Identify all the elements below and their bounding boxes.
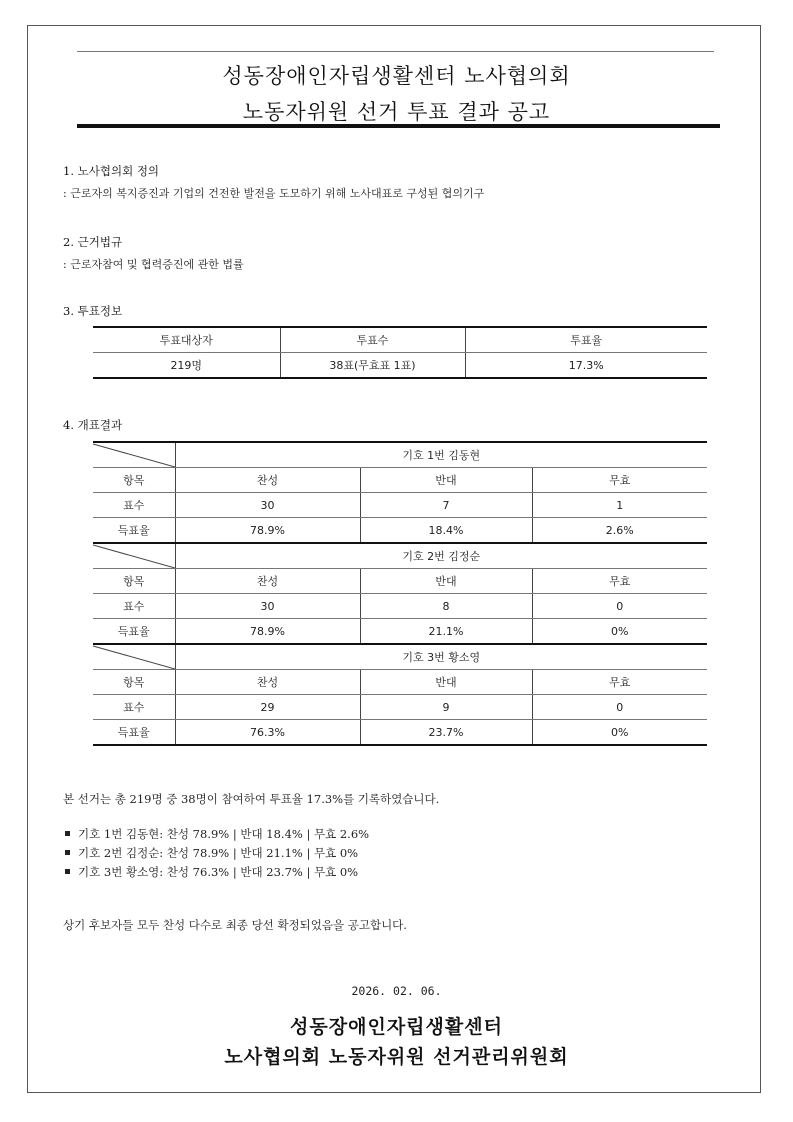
row-label: 득표율 — [93, 720, 175, 746]
section-4-heading: 4. 개표결과 — [63, 418, 123, 432]
column-header: 찬성 — [175, 670, 360, 695]
table-row — [93, 569, 707, 594]
vote-rate: 76.3% — [175, 720, 360, 746]
table-row — [93, 594, 707, 619]
summary-bullet-list — [63, 824, 369, 881]
table-row — [93, 518, 707, 544]
row-label: 표수 — [93, 493, 175, 518]
vote-info-value-row — [93, 353, 707, 379]
table-row — [93, 695, 707, 720]
vote-rate: 18.4% — [360, 518, 532, 544]
list-item — [63, 843, 369, 862]
bullet-text: 기호 2번 김정순: 찬성 78.9% | 반대 21.1% | 무효 0% — [78, 845, 359, 860]
candidate-3-title-row — [93, 644, 707, 670]
column-header: 찬성 — [175, 569, 360, 594]
title-line-1: 성동장애인자립생활센터 노사협의회 — [222, 64, 571, 88]
vote-count: 9 — [360, 695, 532, 720]
vote-count: 30 — [175, 493, 360, 518]
header-cell: 투표수 — [280, 327, 465, 353]
summary-conclusion: 상기 후보자들 모두 찬성 다수로 최종 당선 확정되었음을 공고합니다. — [63, 918, 407, 932]
vote-info-table — [93, 326, 707, 379]
diagonal-line-icon — [93, 443, 175, 468]
section-3-heading: 3. 투표정보 — [63, 304, 123, 318]
square-bullet-icon — [65, 850, 70, 855]
bullet-text: 기호 1번 김동현: 찬성 78.9% | 반대 18.4% | 무효 2.6% — [78, 826, 370, 841]
section-1-text: : 근로자의 복지증진과 기업의 건전한 발전을 도모하기 위해 노사대표로 구성된 협의기구 — [63, 187, 485, 200]
candidate-title: 기호 3번 황소영 — [175, 644, 707, 670]
vote-rate: 21.1% — [360, 619, 532, 645]
vote-rate: 2.6% — [532, 518, 707, 544]
row-label: 항목 — [93, 569, 175, 594]
section-2-heading: 2. 근거법규 — [63, 235, 123, 249]
vote-rate: 23.7% — [360, 720, 532, 746]
vote-rate: 0% — [532, 619, 707, 645]
results-table — [93, 441, 707, 746]
issuer-org-line-1: 성동장애인자립생활센터 — [290, 1016, 503, 1038]
vote-count: 1 — [532, 493, 707, 518]
diagonal-line-icon — [93, 544, 175, 569]
section-2-text: : 근로자참여 및 협력증진에 관한 법률 — [63, 258, 244, 271]
column-header: 찬성 — [175, 468, 360, 493]
header-cell: 투표대상자 — [93, 327, 280, 353]
diagonal-line-icon — [93, 645, 175, 670]
header-top-rule — [77, 51, 714, 52]
column-header: 무효 — [532, 569, 707, 594]
vote-count: 7 — [360, 493, 532, 518]
square-bullet-icon — [65, 869, 70, 874]
bullet-text: 기호 3번 황소영: 찬성 76.3% | 반대 23.7% | 무효 0% — [78, 864, 359, 879]
row-label: 표수 — [93, 695, 175, 720]
list-item — [63, 862, 369, 881]
title-line-2: 노동자위원 선거 투표 결과 공고 — [242, 100, 551, 124]
column-header: 반대 — [360, 569, 532, 594]
vote-count: 29 — [175, 695, 360, 720]
column-header: 반대 — [360, 670, 532, 695]
candidate-1-title-row — [93, 442, 707, 468]
row-label: 항목 — [93, 468, 175, 493]
square-bullet-icon — [65, 831, 70, 836]
row-label: 항목 — [93, 670, 175, 695]
column-header: 무효 — [532, 468, 707, 493]
vote-count: 0 — [532, 594, 707, 619]
value-cell: 219명 — [93, 353, 280, 379]
summary-intro: 본 선거는 총 219명 중 38명이 참여하여 투표율 17.3%를 기록하였습니다. — [63, 792, 440, 806]
header-divider — [77, 124, 720, 128]
value-cell: 38표(무효표 1표) — [280, 353, 465, 379]
header-cell: 투표율 — [465, 327, 707, 353]
row-label: 득표율 — [93, 518, 175, 544]
table-row — [93, 619, 707, 645]
table-row — [93, 720, 707, 746]
diagonal-header-cell — [93, 543, 175, 569]
row-label: 표수 — [93, 594, 175, 619]
vote-count: 0 — [532, 695, 707, 720]
column-header: 무효 — [532, 670, 707, 695]
column-header: 반대 — [360, 468, 532, 493]
candidate-2-title-row — [93, 543, 707, 569]
diagonal-header-cell — [93, 644, 175, 670]
candidate-title: 기호 2번 김정순 — [175, 543, 707, 569]
issuer-org-line-2: 노사협의회 노동자위원 선거관리위원회 — [224, 1046, 569, 1068]
vote-rate: 0% — [532, 720, 707, 746]
list-item — [63, 824, 369, 843]
candidate-title: 기호 1번 김동현 — [175, 442, 707, 468]
table-row — [93, 468, 707, 493]
vote-rate: 78.9% — [175, 518, 360, 544]
table-row — [93, 493, 707, 518]
vote-info-header-row — [93, 327, 707, 353]
vote-count: 8 — [360, 594, 532, 619]
row-label: 득표율 — [93, 619, 175, 645]
value-cell: 17.3% — [465, 353, 707, 379]
announcement-date: 2026. 02. 06. — [351, 984, 442, 998]
vote-count: 30 — [175, 594, 360, 619]
table-row — [93, 670, 707, 695]
vote-rate: 78.9% — [175, 619, 360, 645]
section-1-heading: 1. 노사협의회 정의 — [63, 164, 160, 178]
diagonal-header-cell — [93, 442, 175, 468]
